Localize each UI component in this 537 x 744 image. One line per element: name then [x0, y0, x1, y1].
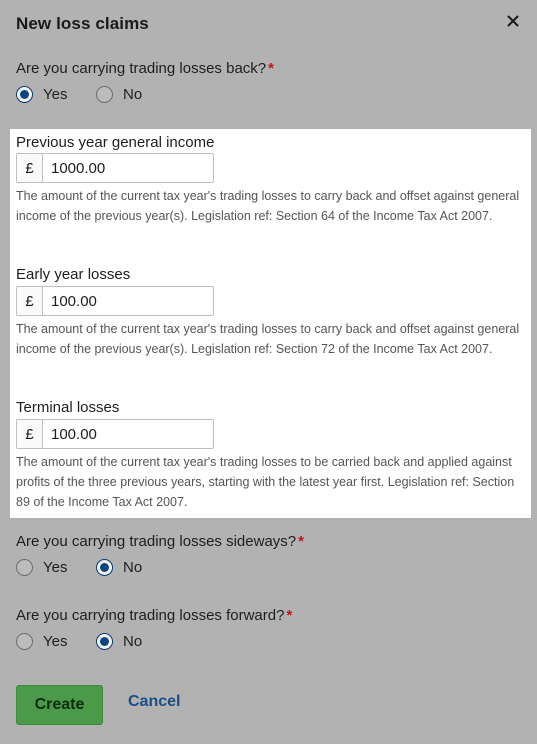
previous-year-income-label: Previous year general income — [16, 134, 215, 151]
radio-label: Yes — [43, 559, 68, 576]
radio-label: Yes — [43, 86, 68, 103]
carry-back-radio-group — [16, 86, 142, 103]
terminal-losses-label: Terminal losses — [16, 399, 120, 416]
early-year-losses-help: The amount of the current tax year's trading losses to carry back and offset against general income of the previous year(s). Legislation ref: Section 72 of the Income Tax Act 2007. — [16, 322, 520, 356]
radio-label: No — [123, 559, 143, 576]
carry-back-no-radio[interactable] — [96, 86, 113, 103]
carry-back-yes-option[interactable] — [16, 86, 96, 103]
forward-question — [16, 607, 292, 624]
radio-label: No — [123, 633, 143, 650]
carry-back-question-text: Are you carrying trading losses back? — [16, 60, 267, 77]
sideways-question — [16, 533, 304, 550]
close-button[interactable] — [501, 9, 525, 33]
forward-yes-option[interactable] — [16, 633, 96, 650]
carry-back-details-panel — [10, 129, 531, 518]
sideways-yes-radio[interactable] — [16, 559, 33, 576]
early-year-losses-input[interactable] — [43, 287, 211, 315]
previous-year-income-field — [16, 153, 214, 183]
forward-yes-radio[interactable] — [16, 633, 33, 650]
cancel-link[interactable]: Cancel — [128, 693, 181, 710]
currency-symbol: £ — [17, 420, 43, 448]
create-button[interactable]: Create — [16, 685, 103, 725]
currency-symbol: £ — [17, 287, 43, 315]
currency-symbol: £ — [17, 154, 43, 182]
terminal-losses-input[interactable] — [43, 420, 211, 448]
sideways-question-text: Are you carrying trading losses sideways? — [16, 533, 297, 550]
forward-radio-group — [16, 633, 142, 650]
previous-year-income-help: The amount of the current tax year's trading losses to carry back and offset against general income of the previous year(s). Legislation ref: Section 64 of the Income Tax Act 2007. — [16, 189, 520, 223]
carry-back-yes-radio[interactable] — [16, 86, 33, 103]
carry-back-no-option[interactable] — [96, 86, 142, 103]
early-year-losses-field — [16, 286, 214, 316]
forward-no-radio[interactable] — [96, 633, 113, 650]
forward-no-option[interactable] — [96, 633, 142, 650]
required-marker: * — [286, 607, 293, 624]
radio-label: No — [123, 86, 143, 103]
carry-back-question — [16, 60, 274, 77]
terminal-losses-help: The amount of the current tax year's trading losses to be carried back and applied against profits of the three previous years, starting with the latest year first. Legislation ref: Section 89 of the Income Tax Act 2007. — [16, 455, 515, 509]
required-marker: * — [298, 533, 304, 550]
early-year-losses-label: Early year losses — [16, 266, 131, 283]
forward-question-text: Are you carrying trading losses forward? — [16, 607, 285, 624]
terminal-losses-field — [16, 419, 214, 449]
sideways-yes-option[interactable] — [16, 559, 96, 576]
required-marker: * — [268, 60, 274, 77]
previous-year-income-input[interactable] — [43, 154, 211, 182]
close-icon — [507, 15, 519, 27]
sideways-no-option[interactable] — [96, 559, 142, 576]
radio-label: Yes — [43, 633, 68, 650]
modal-header — [0, 0, 537, 46]
modal-title: New loss claims — [16, 14, 149, 33]
sideways-no-radio[interactable] — [96, 559, 113, 576]
sideways-radio-group — [16, 559, 142, 576]
